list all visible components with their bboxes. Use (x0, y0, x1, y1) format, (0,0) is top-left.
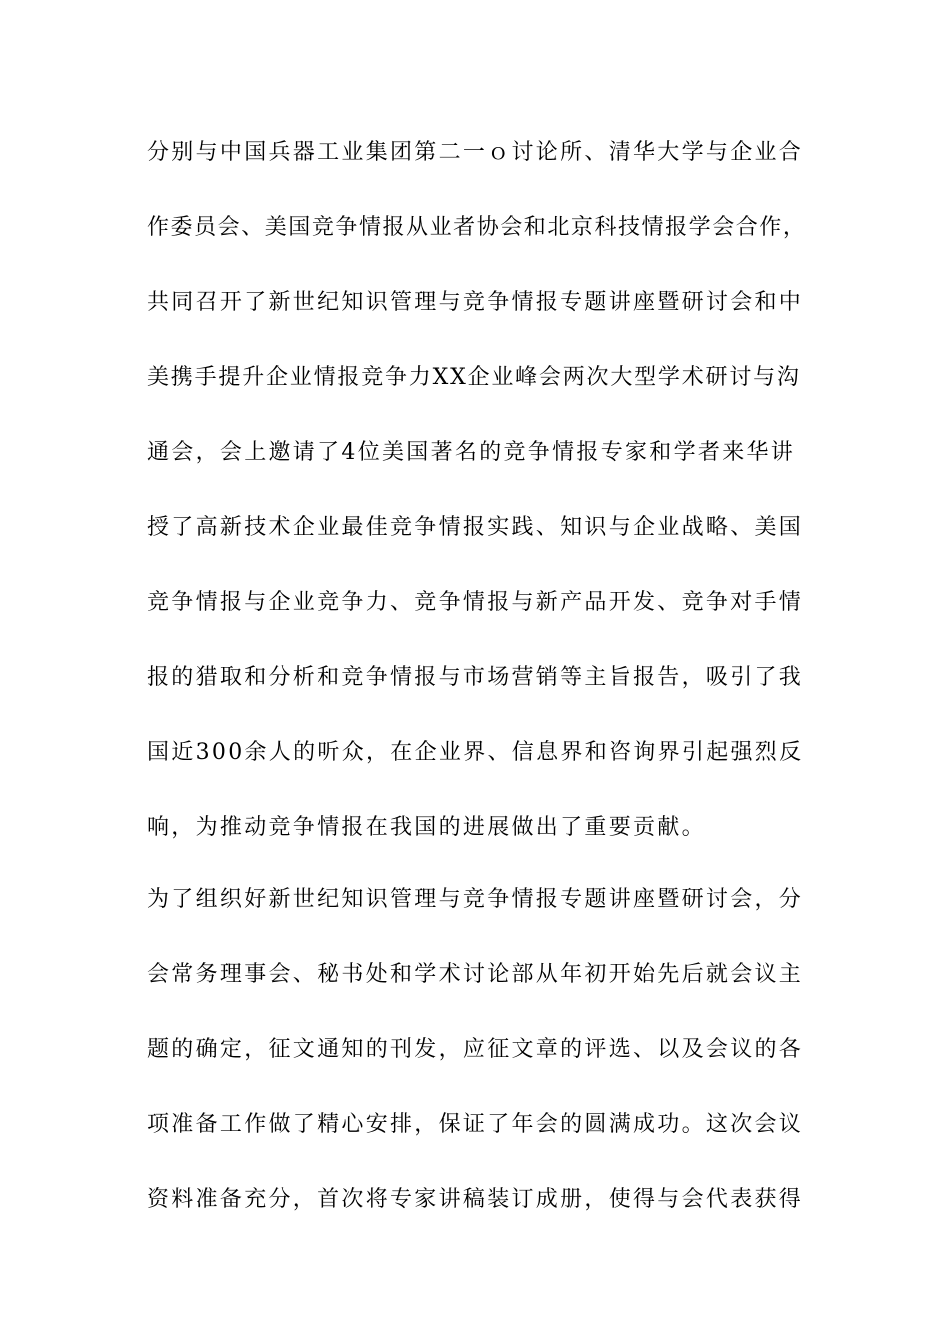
text-line: 作委员会、美国竞争情报从业者协会和北京科技情报学会合作， (147, 215, 807, 240)
text-line: 报的猎取和分析和竞争情报与市场营销等主旨报告，吸引了我 (147, 665, 804, 690)
text-line: 项准备工作做了精心安排，保证了年会的圆满成功。这次会议 (147, 1112, 804, 1137)
text-line: 通会，会上邀请了4位美国著名的竞争情报专家和学者来华讲 (147, 440, 796, 465)
text-line: 竞争情报与企业竞争力、竞争情报与新产品开发、竞争对手情 (147, 590, 804, 615)
text-line: 国近300余人的听众，在企业界、信息界和咨询界引起强烈反 (147, 740, 804, 765)
text-line: 授了高新技术企业最佳竞争情报实践、知识与企业战略、美国 (147, 515, 804, 540)
text-line: 响，为推动竞争情报在我国的进展做出了重要贡献。 (147, 815, 706, 840)
paragraph-1 (147, 115, 807, 865)
paragraph-2 (147, 862, 807, 1237)
text-line: 分别与中国兵器工业集团第二一ｏ讨论所、清华大学与企业合 (147, 140, 804, 165)
text-line: 共同召开了新世纪知识管理与竞争情报专题讲座暨研讨会和中 (147, 290, 804, 315)
text-line: 题的确定，征文通知的刊发，应征文章的评选、以及会议的各 (147, 1037, 804, 1062)
text-line: 会常务理事会、秘书处和学术讨论部从年初开始先后就会议主 (147, 962, 804, 987)
text-line: 美携手提升企业情报竞争力XX企业峰会两次大型学术研讨与沟 (147, 365, 801, 390)
text-line: 资料准备充分，首次将专家讲稿装订成册，使得与会代表获得 (147, 1187, 804, 1212)
text-line: 为了组织好新世纪知识管理与竞争情报专题讲座暨研讨会，分 (147, 887, 804, 912)
